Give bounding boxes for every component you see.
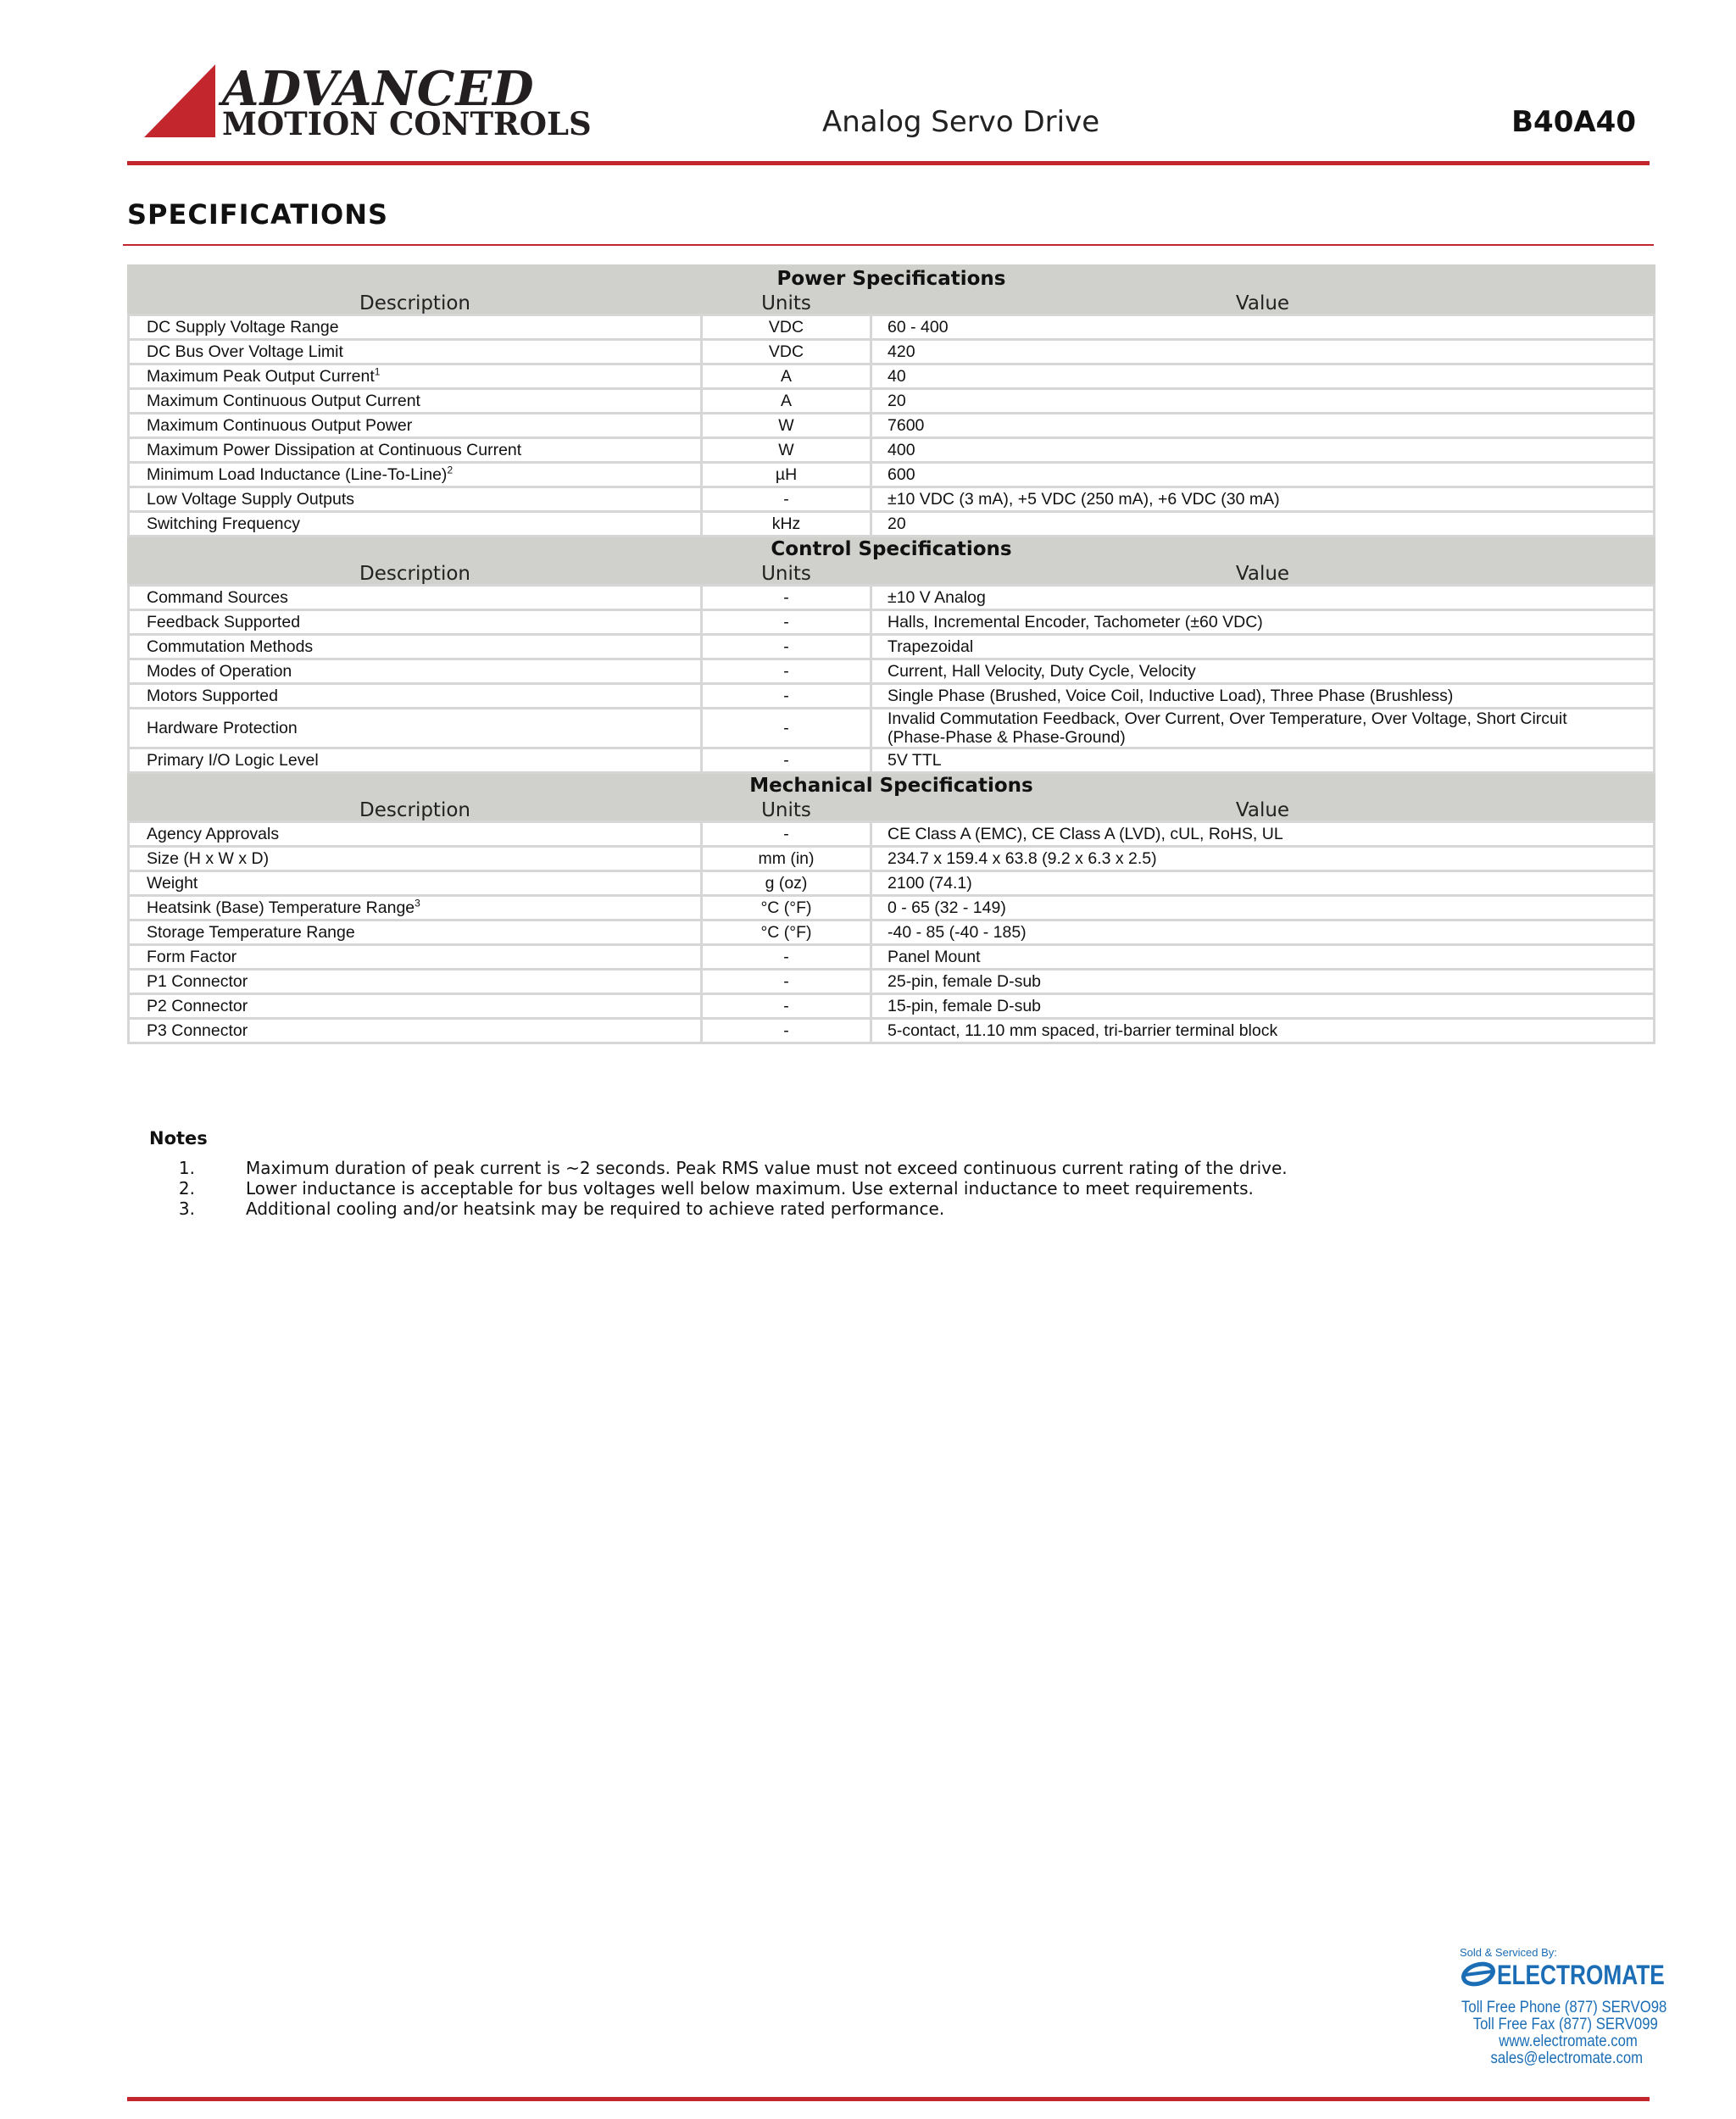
row-value: Current, Hall Velocity, Duty Cycle, Velocity <box>871 659 1655 684</box>
table-row <box>129 586 1655 610</box>
note-text: Lower inductance is acceptable for bus voltages well below maximum. Use external inductance to meet requirements. <box>246 1178 1254 1199</box>
row-description: Commutation Methods <box>129 635 702 659</box>
row-description: Maximum Peak Output Current$^1$ <box>129 364 702 389</box>
specifications-table <box>127 264 1655 1044</box>
mechanical-section-title: Mechanical Specifications <box>129 773 1655 799</box>
row-unit: g (oz) <box>702 871 871 896</box>
row-value: ±10 VDC (3 mA), +5 VDC (250 mA), +6 VDC (30 mA) <box>871 487 1655 512</box>
table-row <box>129 822 1655 847</box>
logo-triangle-icon <box>144 63 222 139</box>
row-description: DC Supply Voltage Range <box>129 315 702 340</box>
table-row <box>129 970 1655 994</box>
row-value: Halls, Incremental Encoder, Tachometer (±60 VDC) <box>871 610 1655 635</box>
footnote-ref: 1 <box>374 365 381 378</box>
mechanical-section-header <box>129 773 1655 799</box>
table-row <box>129 748 1655 773</box>
electromate-name: ELECTROMATE <box>1497 1960 1665 1990</box>
row-value: 7600 <box>871 414 1655 438</box>
col-units: Units <box>702 563 871 586</box>
col-description: Description <box>129 292 702 315</box>
row-description: Switching Frequency <box>129 512 702 537</box>
row-unit: VDC <box>702 315 871 340</box>
row-unit: - <box>702 487 871 512</box>
col-value: Value <box>871 563 1655 586</box>
control-section-header <box>129 537 1655 563</box>
table-row <box>129 487 1655 512</box>
row-unit: - <box>702 748 871 773</box>
section-divider <box>123 244 1654 246</box>
row-description: Minimum Load Inductance (Line-To-Line)$^2$ <box>129 463 702 487</box>
table-row <box>129 684 1655 709</box>
table-row <box>129 945 1655 970</box>
row-unit: W <box>702 438 871 463</box>
row-unit: - <box>702 684 871 709</box>
row-description: Motors Supported <box>129 684 702 709</box>
row-unit: mm (in) <box>702 847 871 871</box>
row-unit: - <box>702 709 871 748</box>
row-value <box>871 709 1655 748</box>
electromate-fax: Toll Free Fax (877) SERV099 <box>1472 2016 1658 2033</box>
column-headers <box>129 292 1655 315</box>
section-heading: SPECIFICATIONS <box>127 198 389 231</box>
table-row <box>129 463 1655 487</box>
column-headers <box>129 799 1655 822</box>
row-value: Panel Mount <box>871 945 1655 970</box>
table-row <box>129 512 1655 537</box>
table-row <box>129 1019 1655 1043</box>
row-value: ±10 V Analog <box>871 586 1655 610</box>
row-unit: - <box>702 822 871 847</box>
sold-by-label: Sold & Serviced By: <box>1460 1946 1557 1959</box>
logo-line-1: ADVANCED <box>222 61 535 117</box>
col-value: Value <box>871 799 1655 822</box>
company-logo <box>144 61 592 142</box>
footnote-ref: 3 <box>415 897 420 909</box>
row-unit: - <box>702 970 871 994</box>
logo-line-2: MOTION CONTROLS <box>222 105 592 142</box>
table-row <box>129 659 1655 684</box>
row-unit: - <box>702 945 871 970</box>
row-description: P2 Connector <box>129 994 702 1019</box>
row-unit: - <box>702 610 871 635</box>
row-unit: A <box>702 389 871 414</box>
row-unit: VDC <box>702 340 871 364</box>
row-description: Size (H x W x D) <box>129 847 702 871</box>
col-description: Description <box>129 799 702 822</box>
row-unit: °C (°F) <box>702 896 871 920</box>
row-value: 600 <box>871 463 1655 487</box>
note-text: Maximum duration of peak current is ~2 seconds. Peak RMS value must not exceed continuous current rating of the drive. <box>246 1158 1288 1178</box>
note-number: 3. <box>178 1199 195 1219</box>
row-value: -40 - 85 (-40 - 185) <box>871 920 1655 945</box>
row-value: 40 <box>871 364 1655 389</box>
row-value: 420 <box>871 340 1655 364</box>
row-value: 20 <box>871 389 1655 414</box>
table-row <box>129 871 1655 896</box>
table-row <box>129 994 1655 1019</box>
table-row <box>129 364 1655 389</box>
row-description: Command Sources <box>129 586 702 610</box>
header-divider <box>127 161 1650 165</box>
row-description: Maximum Continuous Output Current <box>129 389 702 414</box>
col-units: Units <box>702 292 871 315</box>
row-value: 60 - 400 <box>871 315 1655 340</box>
row-unit: - <box>702 1019 871 1043</box>
row-value: 400 <box>871 438 1655 463</box>
row-description: Low Voltage Supply Outputs <box>129 487 702 512</box>
part-number: B40A40 <box>1511 105 1636 139</box>
note-number: 2. <box>178 1178 195 1199</box>
control-section-title: Control Specifications <box>129 537 1655 563</box>
row-value: 20 <box>871 512 1655 537</box>
row-value: Single Phase (Brushed, Voice Coil, Inductive Load), Three Phase (Brushless) <box>871 684 1655 709</box>
electromate-phone: Toll Free Phone (877) SERVO98 <box>1461 1999 1666 2016</box>
row-value: 0 - 65 (32 - 149) <box>871 896 1655 920</box>
row-value: 234.7 x 159.4 x 63.8 (9.2 x 6.3 x 2.5) <box>871 847 1655 871</box>
note-number: 1. <box>178 1158 195 1178</box>
electromate-website-link[interactable]: www.electromate.com <box>1499 2033 1638 2050</box>
row-value: 25-pin, female D-sub <box>871 970 1655 994</box>
table-row <box>129 315 1655 340</box>
table-row <box>129 920 1655 945</box>
row-unit: A <box>702 364 871 389</box>
row-value: 2100 (74.1) <box>871 871 1655 896</box>
footnote-ref: 2 <box>447 464 453 476</box>
row-value-line-2: (Phase-Phase & Phase-Ground) <box>887 728 1126 747</box>
row-description: Weight <box>129 871 702 896</box>
col-value: Value <box>871 292 1655 315</box>
footer-divider <box>127 2097 1650 2101</box>
row-unit: - <box>702 635 871 659</box>
row-unit: - <box>702 659 871 684</box>
electromate-email-link[interactable]: sales@electromate.com <box>1490 2049 1643 2067</box>
row-description: Primary I/O Logic Level <box>129 748 702 773</box>
row-description: Maximum Continuous Output Power <box>129 414 702 438</box>
row-value: 5V TTL <box>871 748 1655 773</box>
table-row <box>129 340 1655 364</box>
row-unit: µH <box>702 463 871 487</box>
row-description: Feedback Supported <box>129 610 702 635</box>
row-description: Storage Temperature Range <box>129 920 702 945</box>
row-unit: W <box>702 414 871 438</box>
row-unit: - <box>702 994 871 1019</box>
table-row <box>129 896 1655 920</box>
row-unit: °C (°F) <box>702 920 871 945</box>
table-row <box>129 635 1655 659</box>
notes-title: Notes <box>149 1128 208 1148</box>
row-description: Form Factor <box>129 945 702 970</box>
table-row <box>129 389 1655 414</box>
row-unit: - <box>702 586 871 610</box>
row-value: 15-pin, female D-sub <box>871 994 1655 1019</box>
row-value: 5-contact, 11.10 mm spaced, tri-barrier terminal block <box>871 1019 1655 1043</box>
col-units: Units <box>702 799 871 822</box>
row-value-line-1: Invalid Commutation Feedback, Over Current, Over Temperature, Over Voltage, Short Circuit <box>887 709 1567 728</box>
row-value: CE Class A (EMC), CE Class A (LVD), cUL, RoHS, UL <box>871 822 1655 847</box>
row-description: Heatsink (Base) Temperature Range$^3$ <box>129 896 702 920</box>
row-description: Hardware Protection <box>129 709 702 748</box>
table-row <box>129 610 1655 635</box>
table-row <box>129 438 1655 463</box>
row-description: P3 Connector <box>129 1019 702 1043</box>
power-section-title: Power Specifications <box>129 266 1655 292</box>
row-value: Trapezoidal <box>871 635 1655 659</box>
document-title: Analog Servo Drive <box>822 105 1100 139</box>
col-description: Description <box>129 563 702 586</box>
row-description: Modes of Operation <box>129 659 702 684</box>
row-description: Agency Approvals <box>129 822 702 847</box>
electromate-logo-icon <box>1460 1961 1497 1987</box>
row-description: P1 Connector <box>129 970 702 994</box>
row-description: Maximum Power Dissipation at Continuous Current <box>129 438 702 463</box>
table-row <box>129 847 1655 871</box>
row-description: DC Bus Over Voltage Limit <box>129 340 702 364</box>
table-row <box>129 709 1655 748</box>
row-unit: kHz <box>702 512 871 537</box>
column-headers <box>129 563 1655 586</box>
power-section-header <box>129 266 1655 292</box>
table-row <box>129 414 1655 438</box>
note-text: Additional cooling and/or heatsink may be required to achieve rated performance. <box>246 1199 945 1219</box>
